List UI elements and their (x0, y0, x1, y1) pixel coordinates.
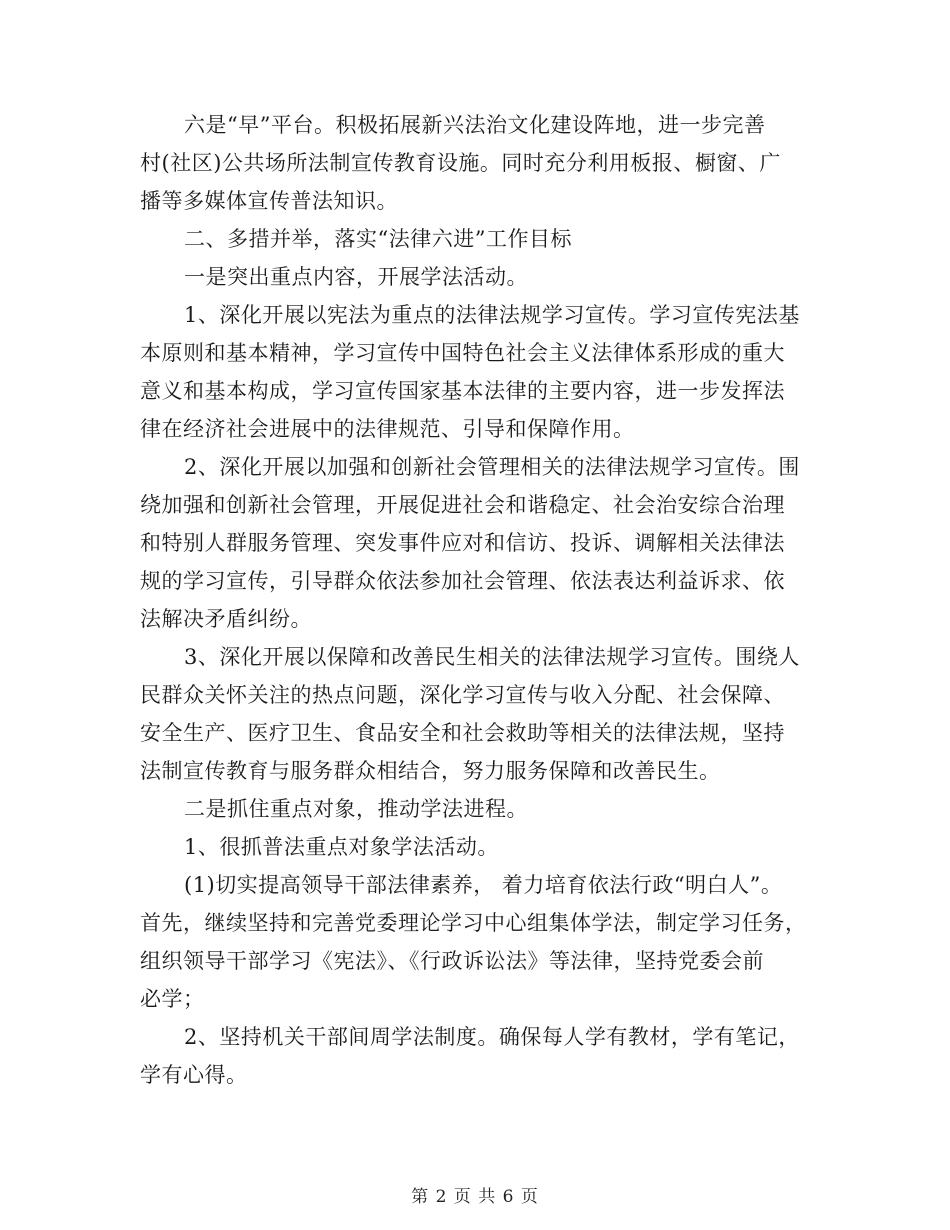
page-number-footer: 第 2 页 共 6 页 (411, 1187, 539, 1207)
paragraph-line: 1、深化开展以宪法为重点的法律法规学习宣传。学习宣传宪法基 (184, 303, 800, 327)
paragraph-6 (140, 866, 815, 1018)
paragraph-line: (1)切实提高领导干部法律素养， 着力培育依法行政“明白人”。 (184, 873, 783, 897)
document-body (140, 106, 815, 1094)
paragraph-line: 绕加强和创新社会管理，开展促进社会和谐稳定、社会治安综合治理 (140, 493, 785, 517)
paragraph-line: 组织领导干部学习《宪法》、《行政诉讼法》等法律，坚持党委会前 (140, 949, 764, 973)
subsection-heading (140, 790, 815, 828)
paragraph-line: 规的学习宣传，引导群众依法参加社会管理、依法表达利益诉求、依 (140, 569, 785, 593)
paragraph-line: 2、坚持机关干部间周学法制度。确保每人学有教材，学有笔记， (184, 1025, 800, 1049)
paragraph-line: 法解决矛盾纠纷。 (140, 607, 312, 631)
paragraph-line: 本原则和基本精神，学习宣传中国特色社会主义法律体系形成的重大 (140, 341, 785, 365)
paragraph-line: 二、多措并举，落实“法律六进”工作目标 (184, 227, 572, 251)
paragraph-line: 二是抓住重点对象，推动学法进程。 (184, 797, 528, 821)
paragraph-3 (140, 448, 815, 638)
paragraph-7 (140, 1018, 815, 1094)
paragraph-line: 必学； (140, 987, 205, 1011)
subsection-heading (140, 258, 815, 296)
paragraph-line: 安全生产、医疗卫生、食品安全和社会救助等相关的法律法规，坚持 (140, 721, 785, 745)
paragraph-line: 法制宣传教育与服务群众相结合，努力服务保障和改善民生。 (140, 759, 721, 783)
paragraph-line: 播等多媒体宣传普法知识。 (140, 189, 398, 213)
paragraph-line: 六是“早”平台。积极拓展新兴法治文化建设阵地，进一步完善 (184, 113, 766, 137)
paragraph-line: 3、深化开展以保障和改善民生相关的法律法规学习宣传。围绕人 (184, 645, 800, 669)
paragraph-line: 意义和基本构成，学习宣传国家基本法律的主要内容，进一步发挥法 (140, 379, 785, 403)
paragraph-5 (140, 828, 815, 866)
section-heading (140, 220, 815, 258)
paragraph-line: 一是突出重点内容，开展学法活动。 (184, 265, 528, 289)
paragraph-1 (140, 106, 815, 220)
paragraph-line: 村(社区)公共场所法制宣传教育设施。同时充分利用板报、橱窗、广 (140, 151, 781, 175)
paragraph-2 (140, 296, 815, 448)
paragraph-line: 律在经济社会进展中的法律规范、引导和保障作用。 (140, 417, 635, 441)
paragraph-line: 学有心得。 (140, 1063, 248, 1087)
paragraph-line: 民群众关怀关注的热点问题，深化学习宣传与收入分配、社会保障、 (140, 683, 785, 707)
paragraph-4 (140, 638, 815, 790)
paragraph-line: 1、很抓普法重点对象学法活动。 (184, 835, 499, 859)
paragraph-line: 2、深化开展以加强和创新社会管理相关的法律法规学习宣传。围 (184, 455, 800, 479)
paragraph-line: 首先，继续坚持和完善党委理论学习中心组集体学法，制定学习任务， (140, 911, 807, 935)
paragraph-line: 和特别人群服务管理、突发事件应对和信访、投诉、调解相关法律法 (140, 531, 785, 555)
